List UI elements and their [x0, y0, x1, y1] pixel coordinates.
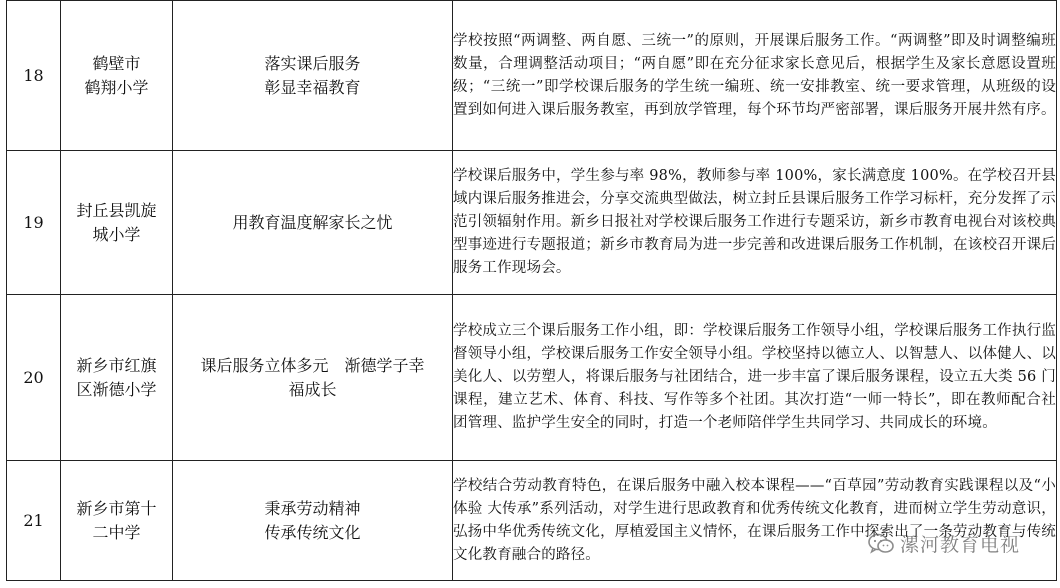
theme-title-line: 秉承劳动精神 [264, 498, 361, 518]
school-name-line: 鹤壁市 [92, 53, 141, 73]
school-name-line: 鹤翔小学 [84, 77, 149, 97]
theme-title-line: 课后服务立体多元 渐德学子幸 [200, 355, 425, 375]
table-row [7, 295, 1057, 461]
description-text: 学校课后服务中，学生参与率 98%，教师参与率 100%，家长满意度 100%。在学校召开县域内课后服务推进会，分享交流典型做法，树立封丘县课后服务工作学习标杆，充分发挥了示范引领辐射作用。新乡日报社对学校课后服务工作进行专题采访，新乡市教育电视台对该校典型事迹进行专题报道；新乡市教育局为进一步完善和改进课后服务工作机制，在该校召开课后服务工作现场会。 [453, 151, 1057, 295]
school-name-line: 新乡市第十 [76, 498, 157, 518]
theme-title [173, 1, 453, 151]
school-name [61, 1, 173, 151]
school-list-table [6, 0, 1057, 581]
theme-title-line: 落实课后服务 [264, 53, 361, 73]
watermark-text: 漯河教育电视 [899, 534, 1020, 556]
row-number: 20 [7, 295, 61, 461]
description-text: 学校成立三个课后服务工作小组，即：学校课后服务工作领导小组，学校课后服务工作执行监督领导小组，学校课后服务工作安全领导小组。学校坚持以德立人、以智慧人、以体健人、以美化人、以劳塑人，将课后服务与社团结合，进一步丰富了课后服务课程，设立五大类 56 门课程，建立艺术、体育、科技、写作等多个社团。其次打造“一师一特长”，即在教师配合社团管理、监护学生安全的同时，打造一个老师陪伴学生共同学习、共同成长的环境。 [453, 295, 1057, 461]
description-text: 学校结合劳动教育特色，在课后服务中融入校本课程——“百草园”劳动教育实践课程以及“小体验 大传承”系列活动，对学生进行思政教育和优秀传统文化教育，进而树立学生劳动意识，弘扬中华优秀传统文化，厚植爱国主义情怀，在课后服务工作中探索出了一条劳动教育与传统文化教育融合的路径。 [453, 461, 1057, 581]
school-name-line: 二中学 [92, 522, 141, 542]
school-name [61, 295, 173, 461]
school-name-line: 城小学 [92, 224, 141, 244]
theme-title [173, 461, 453, 581]
theme-title [173, 295, 453, 461]
school-name [61, 151, 173, 295]
theme-title-line: 彰显幸福教育 [264, 77, 361, 97]
table-row [7, 461, 1057, 581]
row-number: 18 [7, 1, 61, 151]
school-name-line: 区渐德小学 [76, 379, 157, 399]
school-name-line: 封丘县凯旋 [76, 200, 157, 220]
theme-title-line: 用教育温度解家长之忧 [232, 212, 393, 232]
theme-title [173, 151, 453, 295]
school-name [61, 461, 173, 581]
row-number: 19 [7, 151, 61, 295]
table-row [7, 151, 1057, 295]
description-text: 学校按照“两调整、两自愿、三统一”的原则，开展课后服务工作。“两调整”即及时调整编班数量，合理调整活动项目；“两自愿”即在充分征求家长意见后，根据学生及家长意愿设置班级；“三统一”即学校课后服务的学生统一编班、统一安排教室、统一要求管理，从班级的设置到如何进入课后服务教室，再到放学管理，每个环节均严密部署，课后服务开展井然有序。 [453, 1, 1057, 151]
theme-title-line: 传承传统文化 [264, 522, 361, 542]
table-row [7, 1, 1057, 151]
school-name-line: 新乡市红旗 [76, 355, 157, 375]
row-number: 21 [7, 461, 61, 581]
theme-title-line: 福成长 [288, 379, 337, 399]
